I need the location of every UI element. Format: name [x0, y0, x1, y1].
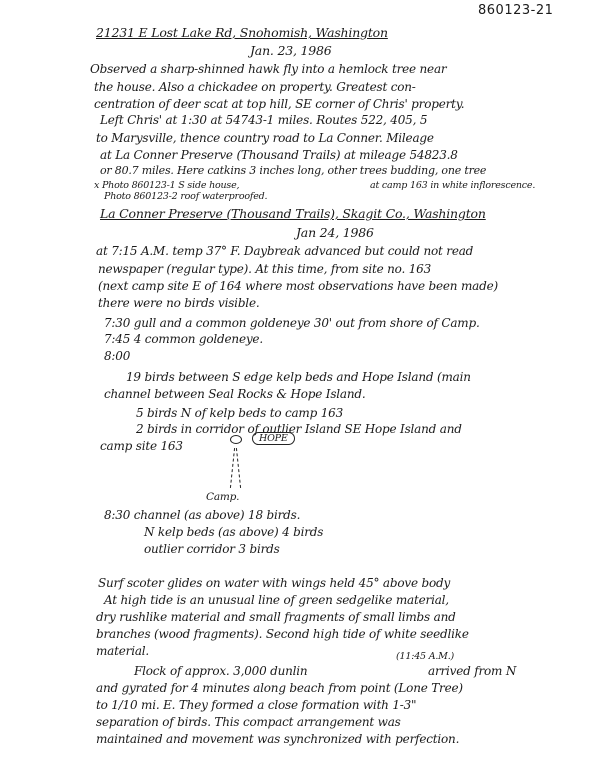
photo-note: x Photo 860123-1 S side house,	[94, 180, 240, 191]
photo-note: at camp 163 in white inflorescence.	[370, 180, 536, 191]
note-line: dry rushlike material and small fragments of small limbs and	[96, 610, 456, 624]
note-line: centration of deer scat at top hill, SE corner of Chris' property.	[94, 97, 465, 111]
note-line: at 7:15 A.M. temp 37° F. Daybreak advanced but could not read	[96, 244, 474, 258]
note-line: 7:30 gull and a common goldeneye 30' out from shore of Camp.	[104, 316, 480, 330]
note-line: arrived from N	[428, 664, 517, 678]
note-line: there were no birds visible.	[98, 296, 260, 310]
camp-label: Camp.	[206, 491, 240, 503]
note-line: 5 birds N of kelp beds to camp 163	[136, 406, 344, 420]
document-id: 860123-21	[478, 3, 554, 18]
outlier-island-sketch	[230, 435, 242, 444]
note-line: at La Conner Preserve (Thousand Trails) at mileage 54823.8	[100, 148, 458, 162]
location-heading: La Conner Preserve (Thousand Trails), Skagit Co., Washington	[100, 206, 486, 221]
time-note: (11:45 A.M.)	[396, 651, 455, 662]
sketch-line	[230, 448, 235, 488]
note-line: 7:45 4 common goldeneye.	[104, 332, 263, 346]
note-line: 2 birds in corridor of outlier Island SE Hope Island and	[136, 422, 462, 436]
note-line: and gyrated for 4 minutes along beach from point (Lone Tree)	[96, 681, 463, 695]
note-line: 8:00	[104, 349, 131, 363]
note-line: Flock of approx. 3,000 dunlin	[134, 664, 308, 678]
note-line: branches (wood fragments). Second high tide of white seedlike	[96, 627, 469, 641]
entry-date: Jan 24, 1986	[296, 225, 374, 240]
note-line: outlier corridor 3 birds	[144, 542, 280, 556]
note-line: maintained and movement was synchronized with perfection.	[96, 732, 460, 746]
note-line: the house. Also a chickadee on property. Greatest con-	[94, 80, 416, 94]
note-line: Left Chris' at 1:30 at 54743-1 miles. Routes 522, 405, 5	[100, 113, 428, 127]
note-line: or 80.7 miles. Here catkins 3 inches long, other trees budding, one tree	[100, 164, 487, 177]
note-line: material.	[96, 644, 150, 658]
note-line: Surf scoter glides on water with wings held 45° above body	[98, 576, 451, 590]
note-line: N kelp beds (as above) 4 birds	[144, 525, 324, 539]
note-line: to Marysville, thence country road to La Conner. Mileage	[96, 131, 434, 145]
note-line: to 1/10 mi. E. They formed a close formation with 1-3"	[96, 698, 417, 712]
note-line: separation of birds. This compact arrangement was	[96, 715, 401, 729]
entry-date: Jan. 23, 1986	[250, 43, 332, 58]
note-line: camp site 163	[100, 439, 183, 453]
note-line: At high tide is an unusual line of green sedgelike material,	[104, 593, 449, 607]
hope-island-label: HOPE	[252, 432, 295, 445]
note-line: newspaper (regular type). At this time, from site no. 163	[98, 262, 432, 276]
photo-note: Photo 860123-2 roof waterproofed.	[104, 191, 268, 202]
note-line: Observed a sharp-shinned hawk fly into a hemlock tree near	[90, 62, 447, 76]
note-line: channel between Seal Rocks & Hope Island.	[104, 387, 366, 401]
note-line: (next camp site E of 164 where most observations have been made)	[98, 279, 498, 293]
note-line: 19 birds between S edge kelp beds and Hope Island (main	[126, 370, 471, 384]
address-heading: 21231 E Lost Lake Rd, Snohomish, Washington	[96, 25, 388, 40]
sketch-line	[236, 448, 241, 488]
note-line: 8:30 channel (as above) 18 birds.	[104, 508, 301, 522]
